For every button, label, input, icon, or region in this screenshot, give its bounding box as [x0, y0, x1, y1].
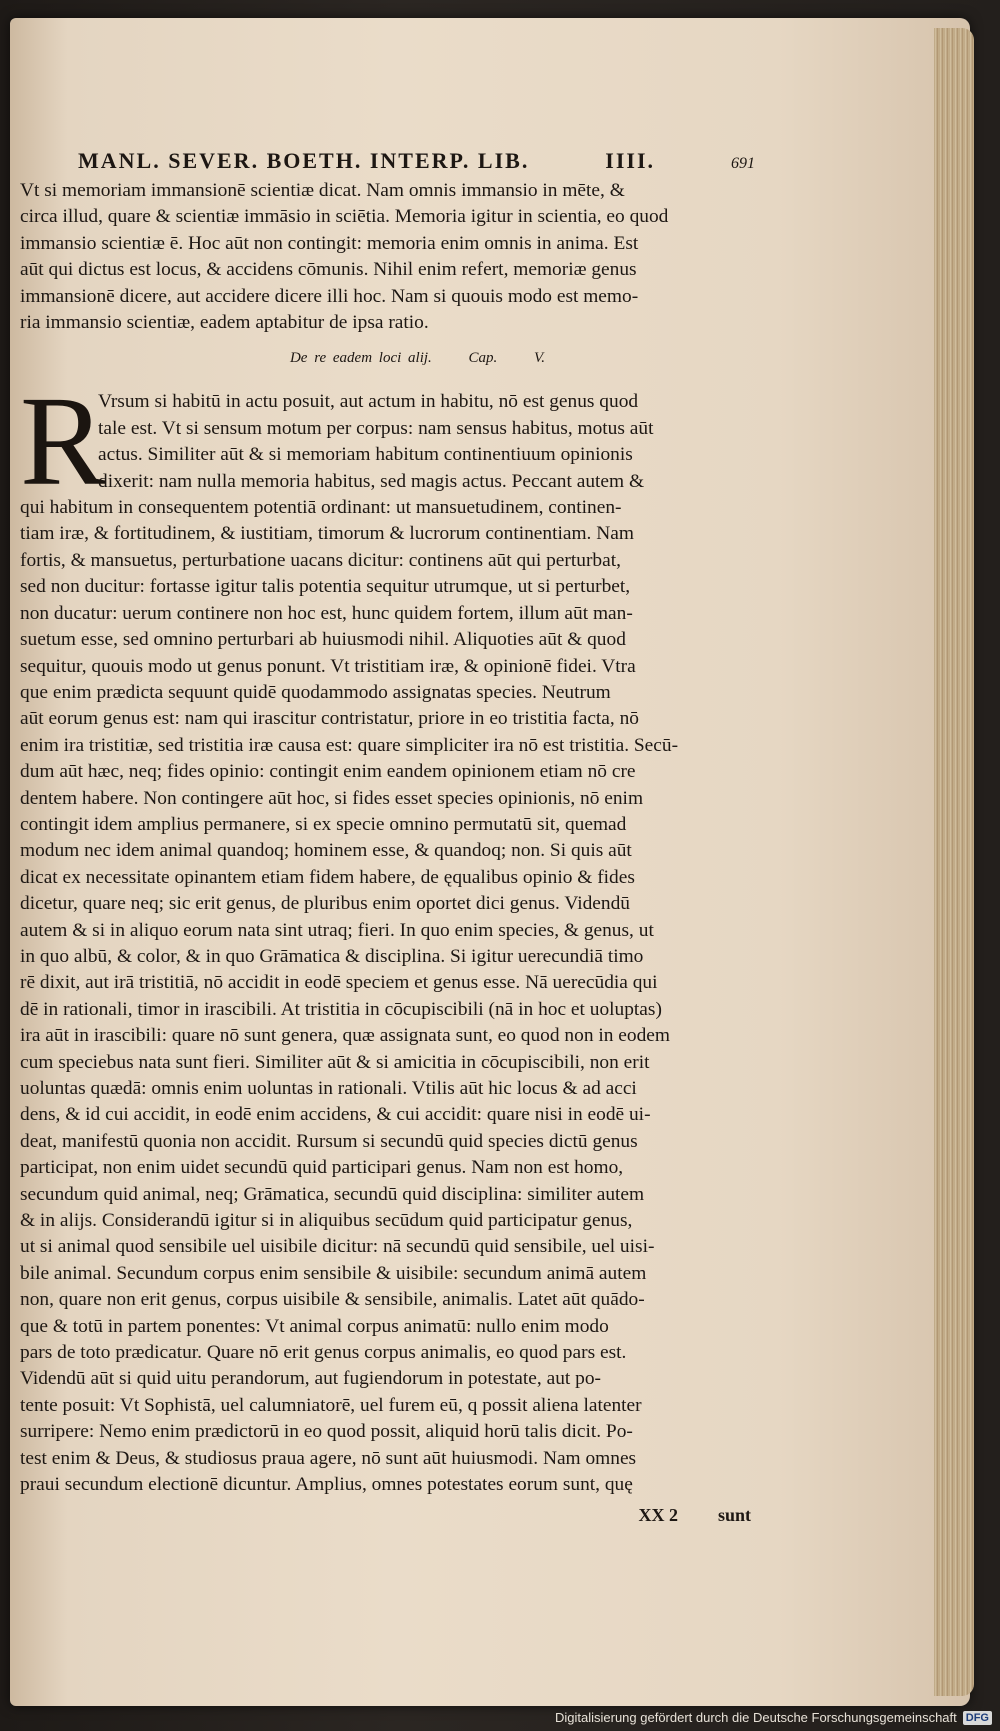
text-line: ut si animal quod sensibile uel uisibile dicitur: nā secundū quid sensibile, uel uisi- — [20, 1236, 655, 1258]
text-line: dicetur, quare neq; sic erit genus, de pluribus enim oportet dici genus. Videndū — [20, 893, 630, 915]
text-line: uoluntas quædā: omnis enim uoluntas in rationali. Vtilis aūt hic locus & ad acci — [20, 1078, 637, 1099]
text-line: immansio scientiæ ē. Hoc aūt non contingit: memoria enim omnis in anima. Est — [20, 232, 639, 254]
text-line: tente posuit: Vt Sophistā, uel calumniatorē, uel furem eū, q possit aliena latenter — [20, 1394, 642, 1416]
catchword: sunt — [717, 1504, 751, 1525]
text-line: dentem habere. Non contingere aūt hoc, si fides esset species opinionis, nō enim — [20, 787, 644, 809]
chapter-number: V. — [534, 350, 546, 367]
text-line: sequitur, quouis modo ut genus ponunt. Vt tristitiam iræ, & opinionē fidei. Vtra — [20, 655, 636, 677]
signature-mark: XX 2 — [638, 1504, 678, 1525]
chapter-heading — [20, 350, 755, 367]
text-line: tale est. Vt si sensum motum per corpus: nam sensus habitus, motus aūt — [98, 417, 654, 439]
text-line: cum speciebus nata sunt fieri. Similiter aūt & si amicitia in cōcupiscibili, non erit — [20, 1051, 650, 1073]
text-line: pars de toto prædicatur. Quare nō erit genus corpus animalis, eo quod pars est. — [20, 1342, 627, 1364]
folio-number: 691 — [731, 155, 755, 172]
text-line: deat, manifestū quonia non accidit. Rursum si secundū quid species dictū genus — [20, 1130, 638, 1152]
text-line: dē in rationali, timor in irascibili. At tristitia in cōcupiscibili (nā in hoc et uoluptas) — [20, 998, 662, 1020]
text-line: qui habitum in consequentem potentiā ordinant: ut mansuetudinem, continen- — [20, 497, 622, 519]
text-line: rē dixit, aut irā tristitiā, nō accidit in eodē speciem et genus esse. Nā uerecūdia qui — [20, 972, 658, 994]
text-line: enim ira tristitiæ, sed tristitia iræ causa est: quare simpliciter ira nō est tristitia. Secū- — [20, 734, 679, 756]
text-line: aūt qui dictus est locus, & accidens cōmunis. Nihil enim refert, memoriæ genus — [20, 259, 637, 281]
text-line: test enim & Deus, & studiosus praua agere, nō sunt aūt huiusmodi. Nam omnes — [20, 1447, 637, 1469]
page-edges — [934, 28, 974, 1696]
text-line: non ducatur: uerum continere non hoc est, hunc quidem fortem, illum aūt man- — [20, 602, 633, 624]
text-line: in quo albū, & color, & in quo Grāmatica & disciplina. Si igitur uerecundiā timo — [20, 945, 644, 967]
top-paragraph — [20, 178, 755, 336]
drop-cap: R — [20, 370, 106, 513]
text-block — [20, 148, 755, 1526]
text-line: modum nec idem animal quandoq; hominem esse, & quandoq; non. Si quis aūt — [20, 840, 632, 862]
running-head-book: IIII. — [605, 148, 656, 173]
text-line: que & totū in partem ponentes: Vt animal corpus animatū: nullo enim modo — [20, 1315, 609, 1337]
text-line: participat, non enim uidet secundū quid participari genus. Nam non est homo, — [20, 1157, 624, 1179]
chapter-body — [20, 370, 755, 1498]
text-line: contingit idem amplius permanere, si ex specie omnino permutatū sit, quemad — [20, 813, 627, 835]
text-line: secundum quid animal, neq; Grāmatica, secundū quid disciplina: similiter autem — [20, 1183, 645, 1205]
text-line: tiam iræ, & fortitudinem, & iustitiam, timorum & lucrorum continentiam. Nam — [20, 523, 634, 545]
text-line: bile animal. Secundum corpus enim sensibile & uisibile: secundum animā autem — [20, 1262, 647, 1284]
text-line: que enim prædicta sequunt quidē quodammodo assignatas species. Neutrum — [20, 681, 611, 703]
text-line: dixerit: nam nulla memoria habitus, sed magis actus. Peccant autem & — [98, 470, 645, 492]
running-head — [20, 148, 755, 174]
text-line: aūt eorum genus est: nam qui irascitur contristatur, priore in eo tristitia facta, nō — [20, 708, 640, 730]
catchwords — [20, 1505, 755, 1526]
text-line: & in alijs. Considerandū igitur si in aliquibus secūdum quid participatur genus, — [20, 1210, 633, 1232]
text-line: immansionē dicere, aut accidere dicere illi hoc. Nam si quouis modo est memo- — [20, 285, 639, 307]
text-line: autem & si in aliquo eorum nata sint utraq; fieri. In quo enim species, & genus, ut — [20, 919, 654, 941]
dfg-logo: DFG — [963, 1711, 992, 1725]
text-line: surripere: Nemo enim prædictorū in eo quod possit, aliquid horū talis dicit. Po- — [20, 1421, 633, 1443]
text-line: actus. Similiter aūt & si memoriam habitum continentiuum opinionis — [98, 444, 633, 466]
digitization-footer — [555, 1710, 992, 1725]
chapter-cap: Cap. — [468, 350, 498, 367]
text-line: dens, & id cui accidit, in eodē enim accidens, & cui accidit: quare nisi in eodē ui- — [20, 1104, 651, 1126]
text-line: praui secundum electionē dicuntur. Amplius, omnes potestates eorum sunt, quę — [20, 1474, 633, 1496]
text-line: Vrsum si habitū in actu posuit, aut actum in habitu, nō est genus quod — [98, 391, 639, 413]
body-paragraph — [20, 370, 755, 1498]
text-line: Vt si memoriam immansionē scientiæ dicat. Nam omnis immansio in mēte, & — [20, 180, 625, 201]
text-line: dum aūt hæc, neq; fides opinio: contingit enim eandem opinionem etiam nō cre — [20, 761, 636, 783]
text-line: suetum esse, sed omnino perturbari ab huiusmodi nihil. Aliquoties aūt & quod — [20, 629, 626, 651]
text-line: dicat ex necessitate opinantem etiam fidem habere, de ęqualibus opinio & fides — [20, 866, 635, 888]
text-line: sed non ducitur: fortasse igitur talis potentia sequitur utrumque, ut si perturbet, — [20, 576, 631, 598]
text-line: non, quare non erit genus, corpus uisibile & sensibile, animalis. Latet aūt quādo- — [20, 1289, 645, 1311]
chapter-title: De re eadem loci alij. — [289, 350, 432, 367]
footer-text: Digitalisierung gefördert durch die Deutsche Forschungsgemeinschaft — [554, 1710, 957, 1725]
text-line: fortis, & mansuetus, perturbatione uacans dicitur: continens aūt qui perturbat, — [20, 549, 621, 571]
text-line: ria immansio scientiæ, eadem aptabitur de ipsa ratio. — [20, 312, 429, 334]
text-line: ira aūt in irascibili: quare nō sunt genera, quæ assignata sunt, eo quod non in eodem — [20, 1025, 670, 1047]
running-head-title: MANL. SEVER. BOETH. INTERP. LIB. — [78, 148, 530, 173]
text-line: circa illud, quare & scientiæ immāsio in sciētia. Memoria igitur in scientia, eo quod — [20, 206, 669, 228]
text-line: Videndū aūt si quid uitu perandorum, aut fugiendorum in potestate, aut po- — [20, 1368, 601, 1390]
